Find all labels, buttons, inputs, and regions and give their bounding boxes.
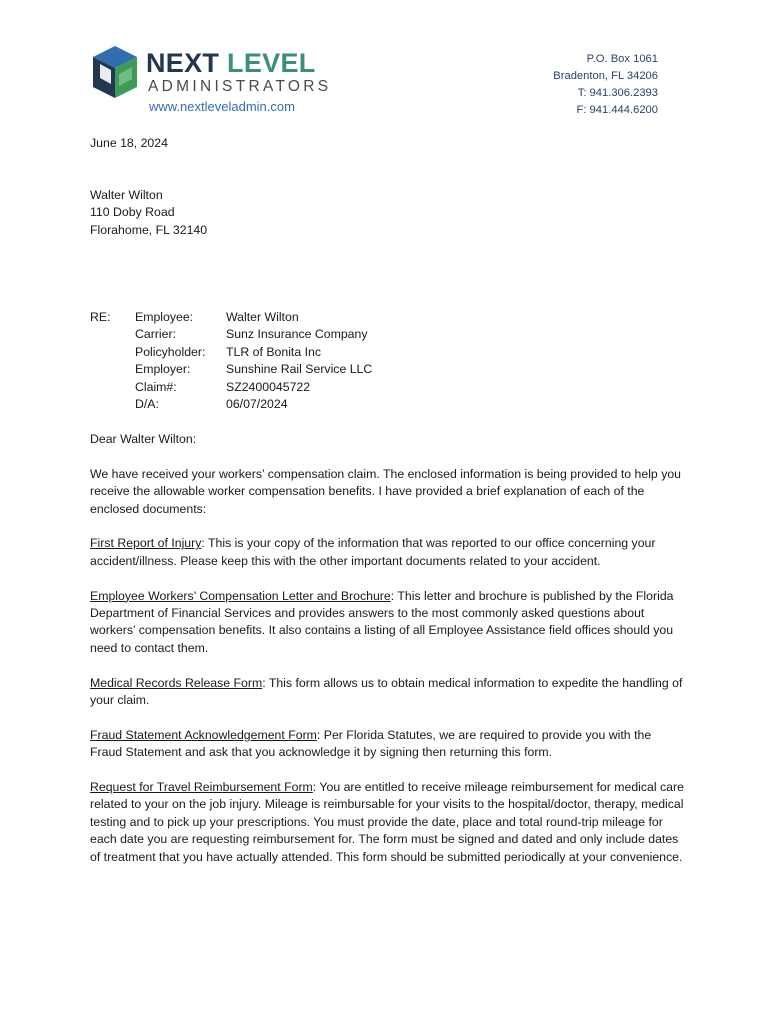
re-label: D/A: [135, 396, 159, 411]
fax-number: F: 941.444.6200 [576, 104, 658, 116]
re-label: Employee: [135, 310, 194, 324]
re-value: Walter Wilton [226, 310, 299, 324]
logo-cube-icon [89, 44, 141, 102]
document-description: : This letter and brochure is published by the Florida Department of Financial Services and provides answers to the most commonly asked questions about workers’ compensation benefits. It also contains a listing of all Employee Assistance field offices should you need to contact them. [90, 588, 674, 655]
letter-date: June 18, 2024 [90, 136, 168, 150]
recipient-street: 110 Doby Road [90, 205, 175, 220]
re-label: Employer: [135, 362, 191, 377]
document-description: : This form allows us to obtain medical information to expedite the handling of your claim. [90, 675, 683, 708]
company-name-part2: LEVEL [227, 48, 316, 78]
document-description: : You are entitled to receive mileage reimbursement for medical care related to your on the job injury. Mileage is reimbursable for your visits to the hospital/doctor, therapy, medical testing and to pick up your prescriptions. You must provide the date, place and total round-trip mileage for each date you are requesting reimbursement for. The form must be signed and dated and only include dates of treatment that you have actually attended. This form should be submitted periodically at your convenience. [90, 780, 684, 864]
document-paragraph [90, 588, 685, 658]
re-row [90, 361, 690, 378]
recipient-name: Walter Wilton [90, 188, 163, 202]
document-title: Request for Travel Reimbursement Form [90, 780, 313, 795]
salutation: Dear Walter Wilton: [90, 432, 197, 446]
document-title: First Report of Injury [90, 536, 202, 551]
letter-body [90, 431, 685, 883]
re-label: Policyholder: [135, 344, 206, 359]
re-value: Sunz Insurance Company [226, 327, 368, 342]
company-subtitle: ADMINISTRATORS [148, 78, 332, 95]
document-paragraph [90, 675, 685, 710]
city-state-zip: Bradenton, FL 34206 [553, 70, 658, 82]
document-paragraph [90, 535, 685, 570]
company-address [553, 51, 658, 119]
re-value: TLR of Bonita Inc [226, 344, 322, 359]
document-title: Medical Records Release Form [90, 675, 263, 690]
re-value: SZ2400045722 [226, 379, 311, 394]
document-title: Fraud Statement Acknowledgement Form [90, 727, 317, 742]
re-value: 06/07/2024 [226, 396, 288, 411]
website-link[interactable]: www.nextleveladmin.com [149, 99, 295, 114]
phone-number: T: 941.306.2393 [577, 87, 658, 99]
re-row [90, 309, 690, 326]
intro-paragraph: We have received your workers’ compensation claim. The enclosed information is being provided to help you receive the allowable worker compensation benefits. I have provided a brief explanation of each of the enclosed documents: [90, 466, 682, 516]
re-value: Sunshine Rail Service LLC [226, 362, 373, 377]
document-paragraph [90, 727, 685, 762]
re-row [90, 379, 690, 396]
document-description: : This is your copy of the information that was reported to our office concerning your accident/illness. Please keep this with the other important documents related to your accident. [90, 536, 656, 568]
company-name-part1: NEXT [146, 48, 220, 78]
re-row [90, 344, 690, 361]
recipient-city: Florahome, FL 32140 [90, 222, 208, 237]
document-title: Employee Workers’ Compensation Letter and Brochure [90, 588, 391, 603]
recipient-address [90, 187, 690, 239]
document-description: : Per Florida Statutes, we are required to provide you with the Fraud Statement and ask that you acknowledge it by signing then returning this form. [90, 727, 652, 760]
company-logo [89, 44, 332, 120]
re-tag: RE: [90, 310, 111, 324]
re-label: Claim#: [135, 379, 177, 394]
po-box: P.O. Box 1061 [586, 53, 658, 65]
re-label: Carrier: [135, 327, 176, 342]
company-name [146, 48, 316, 78]
re-row [90, 326, 690, 343]
re-block [90, 309, 690, 413]
re-row [90, 396, 690, 413]
document-paragraph [90, 779, 685, 866]
